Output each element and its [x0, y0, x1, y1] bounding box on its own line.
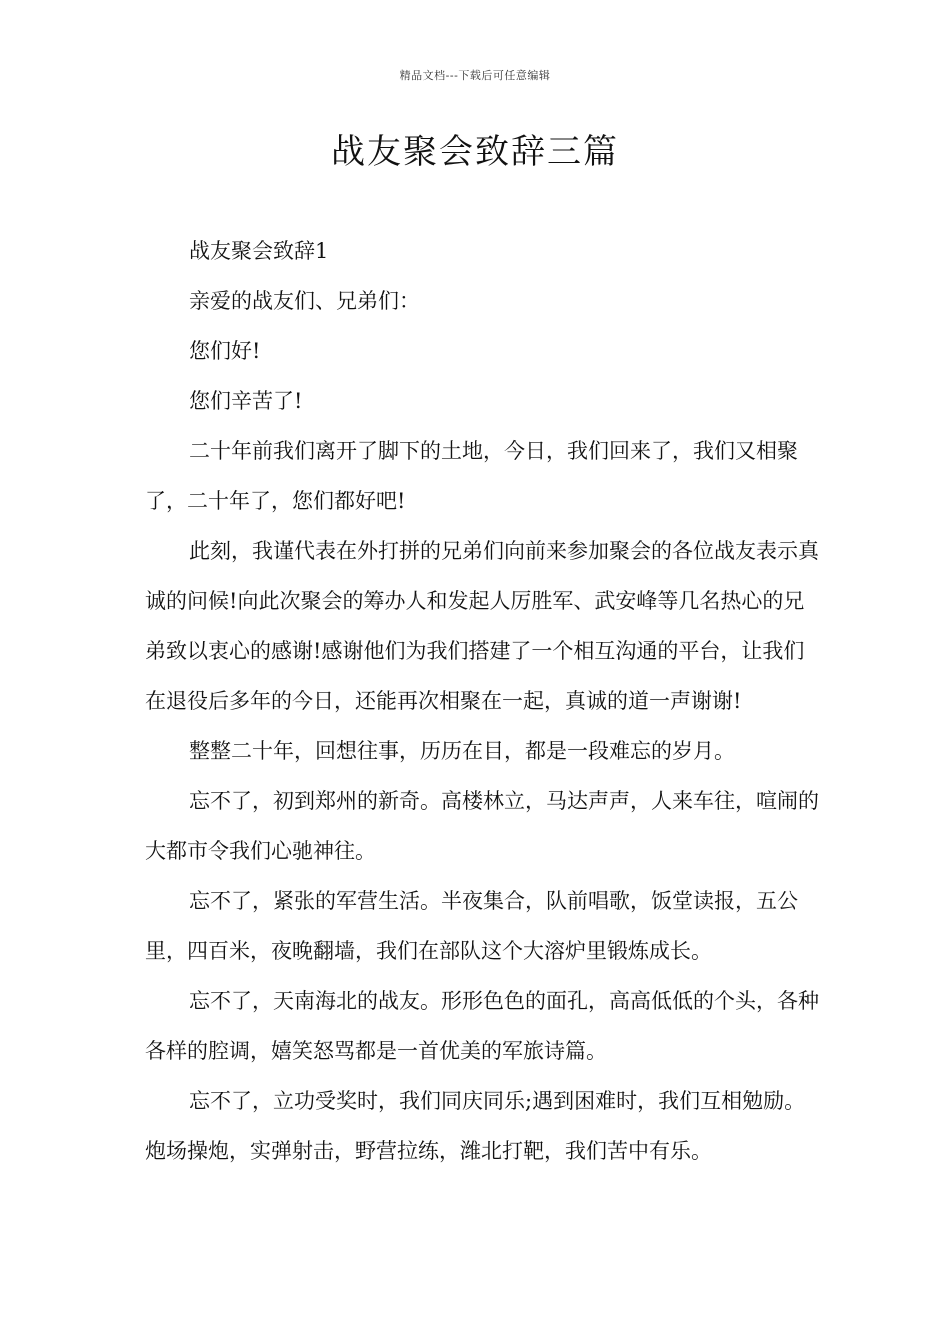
paragraph: 忘不了，立功受奖时，我们同庆同乐;遇到困难时，我们互相勉励。炮场操炮，实弹射击，野营拉练，潍北打靶，我们苦中有乐。 [145, 1089, 806, 1163]
document-body [145, 226, 825, 1176]
paragraph: 忘不了，紧张的军营生活。半夜集合，队前唱歌，饭堂读报，五公里，四百米，夜晚翻墙，我们在部队这个大溶炉里锻炼成长。 [145, 889, 798, 963]
paragraph: 此刻，我谨代表在外打拼的兄弟们向前来参加聚会的各位战友表示真诚的问候!向此次聚会的筹办人和发起人厉胜军、武安峰等几名热心的兄弟致以衷心的感谢!感谢他们为我们搭建了一个相互沟通的平台，让我们在退役后多年的今日，还能再次相聚在一起，真诚的道一声谢谢! [145, 539, 819, 713]
document-title: 战友聚会致辞三篇 [331, 132, 619, 172]
paragraph: 战友聚会致辞1 [189, 239, 329, 263]
paragraph: 您们辛苦了! [189, 389, 303, 413]
paragraph: 忘不了，初到郑州的新奇。高楼林立，马达声声，人来车往，喧闹的大都市令我们心驰神往。 [145, 789, 819, 863]
paragraph: 忘不了，天南海北的战友。形形色色的面孔，高高低低的个头，各种各样的腔调，嬉笑怒骂都是一首优美的军旅诗篇。 [145, 989, 819, 1063]
paragraph: 亲爱的战友们、兄弟们： [189, 289, 420, 313]
paragraph: 二十年前我们离开了脚下的土地，今日，我们回来了，我们又相聚了，二十年了，您们都好吧! [145, 439, 798, 513]
paragraph: 您们好! [189, 339, 261, 363]
header-note: 精品文档---下载后可任意编辑 [399, 69, 551, 82]
paragraph: 整整二十年，回想往事，历历在目，都是一段难忘的岁月。 [189, 739, 735, 763]
